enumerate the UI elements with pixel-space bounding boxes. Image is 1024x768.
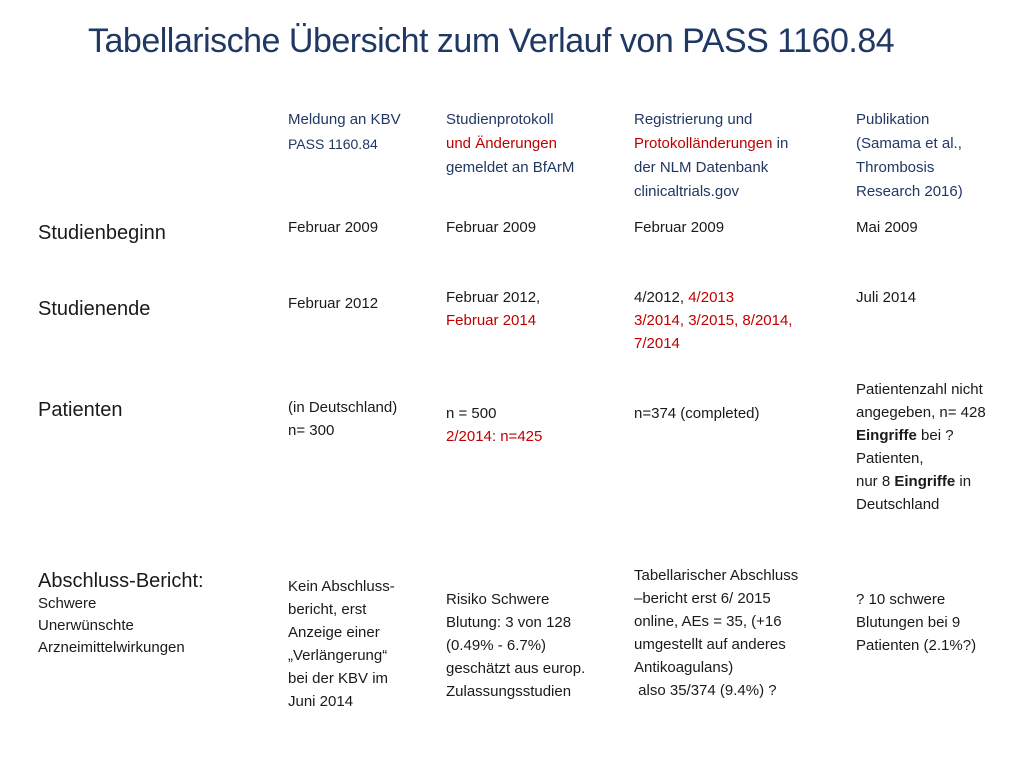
cell-studienbeginn-pub: Mai 2009 [856,219,918,236]
cell-text-bold: Eingriffe [856,427,917,444]
cell-text: in [955,473,972,490]
cell-line: Kein Abschluss- [288,578,395,595]
header-nlm-line: clinicaltrials.gov [634,183,740,200]
cell-line: geschätzt aus europ. [446,660,586,677]
cell-line: Patienten, [856,450,924,467]
header-kbv [288,108,401,156]
cell-line: online, AEs = 35, (+16 [634,613,782,630]
row-label-studienende: Studienende [38,298,151,320]
cell-line [856,424,986,447]
cell-line: Antikoagulans) [634,659,734,676]
row-sublabel: Unerwünschte [38,617,134,634]
header-nlm-line: der NLM Datenbank [634,159,769,176]
cell-line: Patientenzahl nicht [856,381,983,398]
cell-studienbeginn-kbv: Februar 2009 [288,219,379,236]
cell-line [856,470,986,493]
cell-patienten-nlm: n=374 (completed) [634,405,760,422]
cell-line: bei der KBV im [288,670,389,687]
cell-studienende-nlm [634,286,792,355]
cell-line: Anzeige einer [288,624,380,641]
header-bfarm [446,108,574,180]
header-kbv-line: PASS 1160.84 [288,136,378,152]
cell-line [634,286,792,309]
cell-line: Patienten (2.1%?) [856,637,977,654]
cell-patienten-bfarm [446,402,542,448]
cell-abschluss-pub [856,588,976,657]
cell-line: angegeben, n= 428 [856,404,986,421]
cell-line: ? 10 schwere [856,591,946,608]
header-kbv-line: Meldung an KBV [288,111,401,128]
header-nlm-suffix: in [772,135,789,152]
cell-line: –bericht erst 6/ 2015 [634,590,771,607]
header-nlm-highlight: Protokolländerungen [634,135,773,152]
row-label-abschluss-title: Abschluss-Bericht: [38,570,204,592]
cell-studienende-bfarm [446,286,540,332]
cell-text: 4/2012, [634,289,689,306]
header-pub-line: Publikation [856,111,930,128]
header-pub-line: Research 2016) [856,183,963,200]
cell-line: Zulassungsstudien [446,683,572,700]
row-label-abschluss [38,569,204,659]
cell-line: bericht, erst [288,601,367,618]
cell-abschluss-nlm [634,564,798,702]
cell-abschluss-bfarm [446,588,585,703]
row-sublabel: Schwere [38,595,97,612]
cell-studienbeginn-bfarm: Februar 2009 [446,219,537,236]
cell-line: Deutschland [856,496,940,513]
cell-line: (0.49% - 6.7%) [446,637,547,654]
cell-line: Blutungen bei 9 [856,614,961,631]
cell-line: „Verlängerung“ [288,647,388,664]
cell-line: (in Deutschland) [288,399,398,416]
header-bfarm-line: Studienprotokoll [446,111,554,128]
header-bfarm-line: gemeldet an BfArM [446,159,575,176]
cell-studienende-pub: Juli 2014 [856,289,917,306]
cell-line: umgestellt auf anderes [634,636,786,653]
cell-line: Risiko Schwere [446,591,550,608]
cell-line: Blutung: 3 von 128 [446,614,572,631]
cell-patienten-pub [856,378,986,516]
cell-line: Februar 2012, [446,289,541,306]
header-nlm-line: Registrierung und [634,111,753,128]
cell-line: Tabellarischer Abschluss [634,567,799,584]
cell-patienten-kbv [288,396,397,442]
header-nlm [634,108,788,204]
cell-line-highlight: 3/2014, 3/2015, 8/2014, [634,312,793,329]
cell-text: bei ? [916,427,954,444]
cell-abschluss-kbv [288,575,395,713]
header-bfarm-line: und Änderungen [446,135,557,152]
cell-studienende-kbv: Februar 2012 [288,295,379,312]
cell-line: Juni 2014 [288,693,354,710]
cell-text: nur 8 [856,473,895,490]
cell-line-highlight: 2/2014: n=425 [446,428,543,445]
cell-text-bold: Eingriffe [894,473,956,490]
header-nlm-line [634,132,788,156]
cell-line-highlight: 7/2014 [634,335,680,352]
header-pub-line: Thrombosis [856,159,935,176]
page-title: Tabellarische Übersicht zum Verlauf von PASS 1160.84 [88,22,895,60]
cell-text-highlight: 4/2013 [688,289,735,306]
row-label-studienbeginn: Studienbeginn [38,222,166,244]
cell-line: also 35/374 (9.4%) ? [634,682,777,699]
row-label-patienten: Patienten [38,399,123,421]
header-publication [856,108,963,204]
cell-line: n= 300 [288,422,335,439]
header-pub-line: (Samama et al., [856,135,962,152]
cell-line-highlight: Februar 2014 [446,312,537,329]
row-sublabel: Arzneimittelwirkungen [38,639,185,656]
cell-line: n = 500 [446,405,497,422]
cell-studienbeginn-nlm: Februar 2009 [634,219,725,236]
